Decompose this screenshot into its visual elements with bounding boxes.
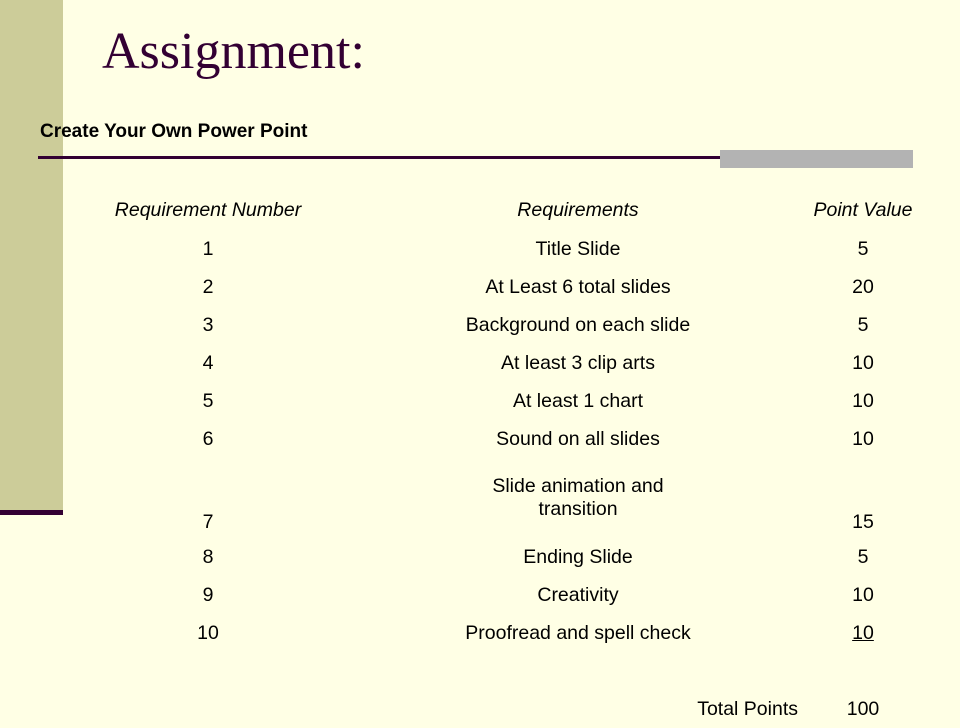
requirement-number: 2 (202, 275, 214, 298)
point-value: 10 (852, 427, 874, 450)
point-value: 15 (852, 511, 874, 533)
total-row (68, 690, 918, 728)
point-value: 10 (852, 389, 874, 412)
sidebar-accent-line (0, 510, 63, 515)
point-value: 20 (852, 275, 874, 298)
total-value: 100 (846, 697, 880, 720)
requirement-text: Slide animation and transition (492, 475, 664, 520)
header-requirements: Requirements (517, 198, 639, 221)
table-row (68, 306, 918, 344)
requirement-text: At least 3 clip arts (501, 351, 655, 374)
table-header-row (68, 190, 918, 230)
table-row (68, 230, 918, 268)
table-row (68, 344, 918, 382)
point-value: 10 (852, 583, 874, 606)
point-value: 5 (857, 237, 869, 260)
requirement-text: Sound on all slides (496, 427, 660, 450)
table-row (68, 458, 918, 538)
point-value: 5 (857, 313, 869, 336)
slide-subtitle: Create Your Own Power Point (40, 121, 308, 142)
requirement-text: At Least 6 total slides (485, 275, 671, 298)
table-row (68, 420, 918, 458)
point-value: 10 (852, 351, 874, 374)
table-spacer-row (68, 652, 918, 690)
requirement-text: Proofread and spell check (465, 621, 691, 644)
total-label: Total Points (697, 697, 798, 720)
table-row (68, 382, 918, 420)
requirement-number: 8 (202, 545, 214, 568)
requirement-text: Creativity (537, 583, 619, 606)
requirement-number: 4 (202, 351, 214, 374)
requirement-number: 3 (202, 313, 214, 336)
table-row (68, 538, 918, 576)
requirement-text: Ending Slide (523, 545, 633, 568)
requirement-number: 6 (202, 427, 214, 450)
point-value: 5 (857, 545, 869, 568)
requirement-number: 5 (202, 389, 214, 412)
slide-title: Assignment: (102, 23, 365, 80)
header-requirement-number: Requirement Number (114, 198, 302, 221)
table-row (68, 268, 918, 306)
requirement-number: 7 (202, 511, 214, 533)
table-row (68, 614, 918, 652)
requirement-text: Background on each slide (465, 313, 691, 336)
requirement-text: Title Slide (535, 237, 621, 260)
table-row (68, 576, 918, 614)
requirement-number: 9 (202, 583, 214, 606)
requirements-table (68, 190, 918, 728)
divider-accent-block (720, 150, 913, 168)
requirement-text: At least 1 chart (512, 389, 644, 412)
requirement-number: 1 (202, 237, 214, 260)
requirement-number: 10 (197, 621, 219, 644)
header-point-value: Point Value (813, 198, 913, 221)
left-sidebar-decoration (0, 0, 63, 512)
point-value: 10 (852, 621, 874, 644)
